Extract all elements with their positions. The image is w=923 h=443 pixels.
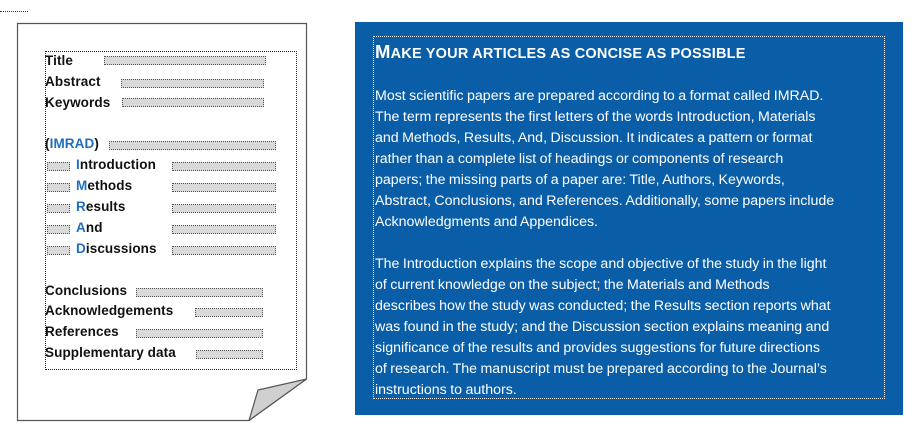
discussions-placeholder-bar [172,246,276,255]
paren-open: ( [45,136,50,151]
paren-close: ) [94,136,99,151]
imrad-heading [45,135,99,153]
info-paragraph-1 [375,86,884,233]
text-line: of current knowledge on the subject; the Materials and Methods [375,277,770,293]
results-indent-bar [47,204,70,213]
item-rest: ethods [87,178,133,193]
keywords-placeholder-bar [122,98,264,107]
item-initial: M [76,178,88,193]
item-rest: ntroduction [79,157,156,172]
and-indent-bar [47,225,70,234]
section-abstract [45,73,101,91]
abstract-placeholder-bar [121,79,264,88]
imrad-item-and [76,219,103,237]
text-line: papers; the missing parts of a paper are: Title, Authors, Keywords, [375,172,785,188]
imrad-item-results [76,198,125,216]
item-initial: D [76,241,86,256]
section-label: Acknowledgements [45,303,174,318]
results-placeholder-bar [172,204,276,213]
text-line: of research. The manuscript must be prepared according to the Journal’s [375,361,827,377]
introduction-indent-bar [47,162,70,171]
acknowledgements-placeholder-bar [195,308,263,317]
item-initial: I [76,157,80,172]
text-line: describes how the study was conducted; the Results section reports what [375,298,831,314]
text-line: The Introduction explains the scope and objective of the study in the light [375,256,827,272]
text-line: and Methods, Results, And, Discussion. It indicates a pattern or format [375,130,813,146]
references-placeholder-bar [136,329,263,338]
section-label: Keywords [45,95,111,110]
info-paragraph-2 [375,254,884,401]
imrad-placeholder-bar [109,141,276,150]
section-acknowledgements [45,302,173,320]
text-line: Acknowledgments and Appendices. [375,214,598,230]
section-references [45,323,119,341]
heading-rest: AKE YOUR ARTICLES AS CONCISE AS POSSIBLE [390,46,746,62]
info-box [355,22,903,415]
item-rest: esults [85,199,126,214]
section-title [45,52,73,70]
info-heading [375,41,884,65]
section-label: Supplementary data [45,345,176,360]
section-keywords [45,94,110,112]
text-line: significance of the results and provides suggestions for future directions [375,340,821,356]
imrad-item-methods [76,177,132,195]
text-line: The term represents the first letters of the words Introduction, Materials [375,109,816,125]
imrad-item-introduction [76,156,156,174]
methods-placeholder-bar [172,183,276,192]
title-placeholder-bar [104,56,266,65]
item-rest: iscussions [85,241,157,256]
introduction-placeholder-bar [172,162,276,171]
text-line: was found in the study; and the Discussion section explains meaning and [375,319,830,335]
imrad-label: IMRAD [49,136,95,151]
and-placeholder-bar [172,225,276,234]
info-text-frame [373,36,885,399]
conclusions-placeholder-bar [136,288,263,297]
section-label: References [45,324,119,339]
item-initial: A [76,220,86,235]
section-label: Conclusions [45,283,128,298]
text-line: rather than a complete list of headings or components of research [375,151,784,167]
text-line: Most scientific papers are prepared according to a format called IMRAD. [375,88,824,104]
methods-indent-bar [47,183,70,192]
heading-initial: M [375,41,391,62]
imrad-item-discussions [76,240,157,258]
text-line: instructions to authors. [375,382,517,398]
supplementary-placeholder-bar [196,350,263,359]
section-label: Title [45,53,74,68]
text-line: Abstract, Conclusions, and References. Additionally, some papers include [375,193,835,209]
section-conclusions [45,282,127,300]
item-initial: R [76,199,86,214]
section-supplementary-data [45,344,176,362]
discussions-indent-bar [47,246,70,255]
section-label: Abstract [45,74,101,89]
item-rest: nd [85,220,103,235]
paper-diagram [0,0,330,443]
